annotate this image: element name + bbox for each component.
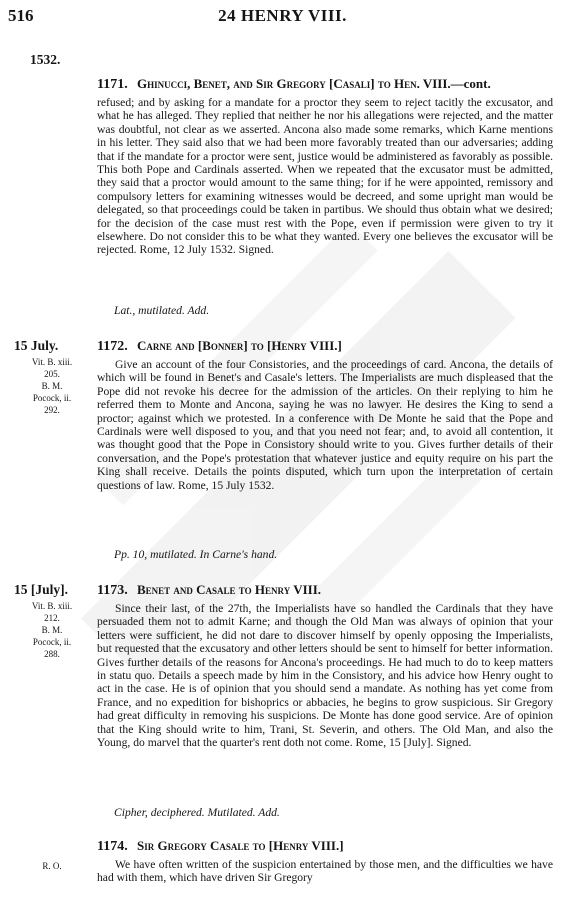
page-number: 516 <box>8 6 34 25</box>
sidenote-line: R. O. <box>42 861 62 871</box>
sidenote-line: Vit. B. xiii. <box>31 357 73 367</box>
sidenote-line: 212. <box>44 613 60 623</box>
entry-title-suffix: —cont. <box>450 76 491 91</box>
entry-number: 1172. <box>97 339 128 354</box>
entry-heading <box>97 838 559 855</box>
entry-body: Since their last, of the 27th, the Imperialists have so handled the Cardinals that they have persuaded them not to admit Karne; and though the Old Man was always of opinion that your letters were sufficient, he did not dare to discover himself by openly opposing the Imperialists, but requested that the excusatory and other letters should be sent to himself for better information. Gives further details of the reasons for Ancona's proceedings. He had much to do to keep matters in statu quo. Details a speech made by him in the Consistory, and his advice how Henry ought to act in the case. He is of opinion that you should send a mandate. As nothing has yet come from France, and no expedition for bishoprics or abbacies, he begins to grow suspicious. Sir Gregory had great difficulty in removing his suspicions. De Monte has done good service. Are of opinion that the King should write to him, Trani, St. Severin, and others. The Old Man, and also the Young, do marvel that the quarter's rent doth not come. Rome, 15 [July]. Signed. <box>97 602 553 750</box>
year-label: 1532. <box>30 52 61 67</box>
sidenote-line: Pocock, ii. <box>32 393 72 403</box>
entry-number: 1173. <box>97 583 128 598</box>
sidenote-line: 292. <box>44 405 60 415</box>
entry-title: Sir Gregory Casale to [Henry VIII.] <box>136 838 344 853</box>
sidenote-line: B. M. <box>41 381 63 391</box>
entry-date: 15 [July]. <box>14 582 68 597</box>
sidenote-line: 205. <box>44 369 60 379</box>
entry-heading <box>97 338 559 355</box>
sidenote-line: 288. <box>44 649 60 659</box>
entry-body: Give an account of the four Consistories, and the proceedings of card. Ancona, the details of which will be found in Benet's and Casale's letters. The Imperialists are much displeased that the Pope did not revoke his decree for the admission of the articles. On their replying to him he referred them to Monte and Ancona, saying he was no lawyer. He desires the King to send a proctor; against which we protested. In a conference with De Monte he said that the Pope and Cardinals were well disposed to you, and that you need not fear; and, to avoid all contention, it was thought good that the Pope in Consistory should write to you. Gives further details of their conversation, and the Pope's protestation that whatever justice and equity require on his part the King shall receive. Details the points disputed, which turn upon the interpretation of certain questions of law. Rome, 15 July 1532. <box>97 358 553 492</box>
entry-body: We have often written of the suspicion entertained by those men, and the difficulties we have had with them, which have driven Sir Gregory <box>97 858 553 885</box>
sidenote <box>14 600 90 660</box>
page-header <box>8 6 557 30</box>
entry-footnote: Pp. 10, mutilated. In Carne's hand. <box>114 548 278 561</box>
entry-date: 15 July. <box>14 338 59 353</box>
running-title: 24 HENRY VIII. <box>218 6 347 25</box>
entry-title: Benet and Casale to Henry VIII. <box>136 582 322 597</box>
entry-number: 1171. <box>97 77 128 92</box>
entry-body: refused; and by asking for a mandate for a proctor they seem to reject tacitly the excusator, and what he has alleged. They replied that neither he nor his allegations were rejected, and the matter was doubtful, not clear as we asserted. Ancona also made some remarks, which Karne mentions in his letter. They said also that we had been more favorably treated than our adversaries; adding that if the mandate for a proctor were sent, justice would be administered as favorably as possible. This both Pope and Cardinals asserted. When we repeated that the excusator must be admitted, they said that a proctor would amount to the same thing; for if he were appointed, remissory and compulsory letters for examining witnesses would be decreed, and some upright man would be delegated, so that proceedings could be taken in partibus. We should thus obtain what we desired; for the decision of the case must rest with the Pope, even if permission were given to try it elsewhere. Do not consider this to be what they wanted. Every one believes the excusator will be rejected. Rome, 12 July 1532. Signed. <box>97 96 553 257</box>
sidenote <box>14 860 90 872</box>
entry-title: Ghinucci, Benet, and Sir Gregory [Casali] to Hen. VIII. <box>136 76 451 91</box>
entry-heading <box>97 582 559 599</box>
entry-footnote: Lat., mutilated. Add. <box>114 304 210 317</box>
entry-number: 1174. <box>97 839 128 854</box>
sidenote-line: B. M. <box>41 625 63 635</box>
sidenote <box>14 356 90 416</box>
sidenote-line: Pocock, ii. <box>32 637 72 647</box>
entry-title: Carne and [Bonner] to [Henry VIII.] <box>136 338 342 353</box>
entry-footnote: Cipher, deciphered. Mutilated. Add. <box>114 806 280 819</box>
entry-heading <box>97 76 559 93</box>
sidenote-line: Vit. B. xiii. <box>31 601 73 611</box>
